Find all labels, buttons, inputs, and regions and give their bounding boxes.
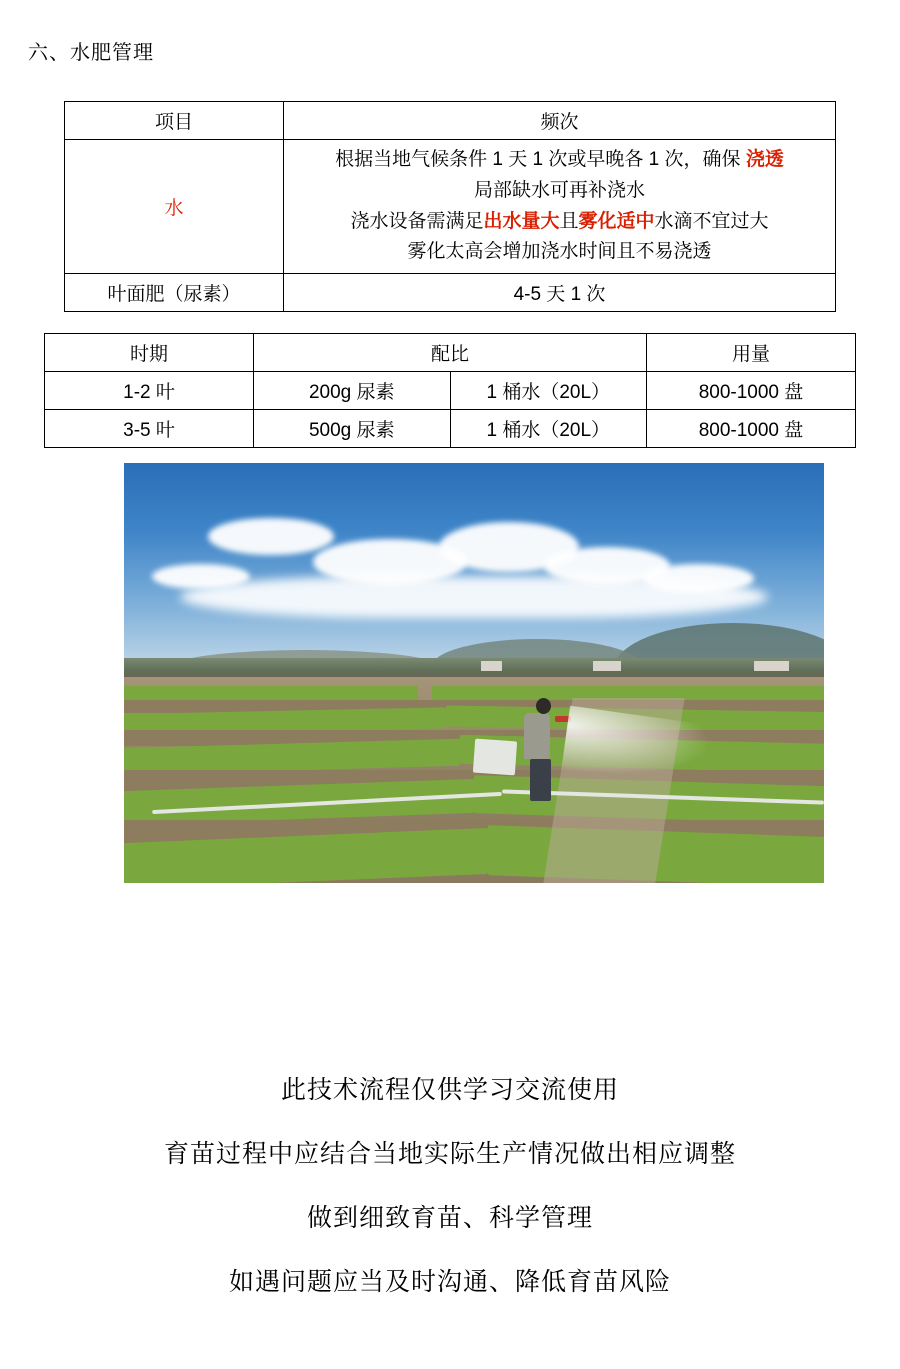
footer-notes (0, 1075, 900, 1331)
table1-row-foliar-value: 4-5 天 1 次 (284, 274, 836, 312)
table1-header-frequency: 频次 (284, 102, 836, 140)
plain-text: 局部缺水可再补浇水 (473, 179, 645, 201)
table-row (65, 140, 836, 274)
plain-text: 浇水设备需满足 (350, 210, 484, 232)
field-watering-photo (124, 463, 824, 883)
table1-row-foliar-label: 叶面肥（尿素） (65, 274, 284, 312)
plain-text: 雾化太高会增加浇水时间且不易浇透 (407, 241, 712, 263)
plain-text: 且 (559, 210, 579, 232)
distant-building (754, 661, 789, 671)
water-line-3 (288, 207, 831, 238)
footer-line-4: 如遇问题应当及时沟通、降低育苗风险 (228, 1268, 671, 1296)
table2-r2-period: 3-5 叶 (45, 410, 254, 448)
plain-text: 水滴不宜过大 (654, 210, 769, 232)
table2-header-ratio: 配比 (254, 334, 647, 372)
table-row (65, 102, 836, 140)
farmer-legs (530, 759, 551, 801)
water-line-2 (288, 176, 831, 207)
cloud (208, 518, 334, 556)
table1-row-water-label: 水 (65, 140, 284, 274)
cloud (642, 564, 754, 593)
table2-r1-ratio-a: 200g 尿素 (254, 372, 451, 410)
table2-r2-amount: 800-1000 盘 (647, 410, 856, 448)
farmer-head (536, 698, 551, 714)
footer-line-3: 做到细致育苗、科学管理 (306, 1204, 593, 1232)
water-hose (473, 739, 517, 776)
farmer-body (524, 713, 550, 759)
highlighted-text: 雾化适中 (578, 210, 655, 232)
distant-building (481, 661, 502, 671)
photo-canvas (124, 463, 824, 883)
table2-r2-ratio-b: 1 桶水（20L） (450, 410, 647, 448)
table2-header-period: 时期 (45, 334, 254, 372)
table2-header-amount: 用量 (647, 334, 856, 372)
treeline (124, 658, 824, 679)
highlighted-text: 浇透 (745, 149, 784, 170)
table1-row-water-content (284, 140, 836, 274)
table-row (45, 372, 856, 410)
table2-r1-amount: 800-1000 盘 (647, 372, 856, 410)
table-row (45, 410, 856, 448)
water-line-4 (288, 237, 831, 268)
footer-line-1: 此技术流程仅供学习交流使用 (280, 1076, 619, 1104)
water-fertilizer-table (64, 101, 836, 312)
fertilizer-ratio-table (44, 333, 856, 448)
plain-text: 根据当地气候条件 1 天 1 次或早晚各 1 次，确保 (335, 149, 746, 170)
table2-r1-ratio-b: 1 桶水（20L） (450, 372, 647, 410)
table2-r1-period: 1-2 叶 (45, 372, 254, 410)
highlighted-text: 出水量大 (483, 210, 560, 232)
cloud (152, 564, 250, 589)
seedbed (124, 686, 418, 701)
distant-building (593, 661, 621, 671)
footer-line-2: 育苗过程中应结合当地实际生产情况做出相应调整 (163, 1140, 736, 1168)
water-line-1 (288, 145, 831, 176)
table2-r2-ratio-a: 500g 尿素 (254, 410, 451, 448)
section-heading: 六、水肥管理 (28, 42, 154, 64)
table1-header-item: 项目 (65, 102, 284, 140)
table-row (45, 334, 856, 372)
table-row (65, 274, 836, 312)
